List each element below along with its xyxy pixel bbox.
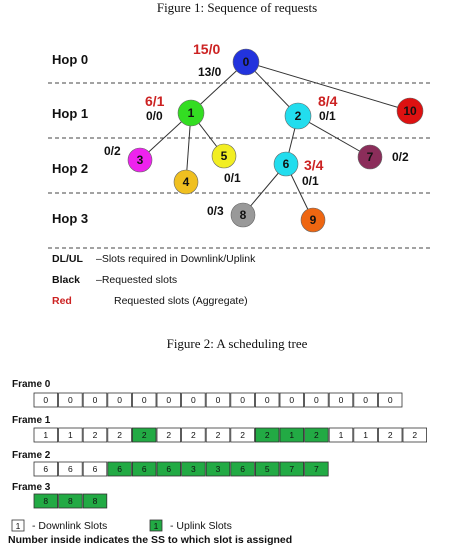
slot-number: 2 xyxy=(191,430,196,440)
slot-number: 2 xyxy=(215,430,221,440)
slot-number: 1 xyxy=(43,430,49,440)
hop-label: Hop 1 xyxy=(52,106,89,121)
slot-number: 6 xyxy=(117,464,122,474)
slot-number: 6 xyxy=(240,464,245,474)
frame-label: Frame 1 xyxy=(12,415,51,426)
slot-number: 6 xyxy=(68,464,73,474)
node-7-label: 7 xyxy=(366,150,374,164)
slot-number: 2 xyxy=(264,430,270,440)
downlink-slot-legend: - Downlink Slots xyxy=(32,520,108,532)
figure1-caption: Figure 1: Sequence of requests xyxy=(156,0,318,15)
slot-number: 3 xyxy=(191,464,196,474)
node-1-label: 1 xyxy=(187,106,195,120)
slot-number: 0 xyxy=(363,395,368,405)
requested-slots-node-8: 0/3 xyxy=(207,204,224,218)
aggregate-slots-node-0: 15/0 xyxy=(193,41,221,57)
slot-number: 8 xyxy=(68,496,73,506)
legend-desc: –Slots required in Downlink/Uplink xyxy=(96,253,256,265)
slot-number: 8 xyxy=(92,496,98,506)
uplink-slot-sample-number: 1 xyxy=(153,521,159,531)
requested-slots-node-6: 0/1 xyxy=(302,174,319,188)
slot-number: 0 xyxy=(43,395,49,405)
legend-desc: Requested slots (Aggregate) xyxy=(114,295,248,307)
slot-number: 0 xyxy=(141,395,147,405)
requested-slots-node-7: 0/2 xyxy=(392,150,409,164)
slot-number: 2 xyxy=(92,430,98,440)
slot-number: 7 xyxy=(289,464,295,474)
legend-key: Red xyxy=(52,295,72,307)
aggregate-slots-node-6: 3/4 xyxy=(304,157,324,173)
slot-number: 6 xyxy=(166,464,172,474)
slot-number: 1 xyxy=(363,430,368,440)
hop-label: Hop 2 xyxy=(52,161,89,176)
slot-number: 0 xyxy=(338,395,344,405)
slot-number: 8 xyxy=(43,496,49,506)
requested-slots-node-0: 13/0 xyxy=(198,65,222,79)
legend-key: Black xyxy=(52,274,81,286)
slot-number: 3 xyxy=(215,464,221,474)
slot-number: 0 xyxy=(264,395,270,405)
frame-label: Frame 0 xyxy=(12,379,51,390)
node-0-label: 0 xyxy=(242,55,250,69)
node-8-label: 8 xyxy=(239,208,247,222)
slot-number: 0 xyxy=(92,395,98,405)
figure2-caption: Figure 2: A scheduling tree xyxy=(166,336,308,351)
aggregate-slots-node-2: 8/4 xyxy=(318,93,338,109)
node-6-label: 6 xyxy=(282,157,290,171)
slot-number: 2 xyxy=(117,430,122,440)
uplink-slot-legend: - Uplink Slots xyxy=(170,520,232,532)
slot-number: 2 xyxy=(387,430,393,440)
slot-number: 5 xyxy=(264,464,270,474)
slot-number: 2 xyxy=(166,430,172,440)
slot-number: 0 xyxy=(117,395,122,405)
slot-number: 0 xyxy=(240,395,245,405)
slot-number: 1 xyxy=(289,430,295,440)
aggregate-slots-node-1: 6/1 xyxy=(145,93,165,109)
downlink-slot-sample-number: 1 xyxy=(15,521,21,531)
slot-number: 1 xyxy=(68,430,73,440)
slot-number: 6 xyxy=(141,464,147,474)
legend-key: DL/UL xyxy=(52,253,83,265)
requested-slots-node-5: 0/1 xyxy=(224,171,241,185)
slot-number: 2 xyxy=(314,430,319,440)
slot-number: 0 xyxy=(387,395,393,405)
slot-number: 2 xyxy=(141,430,147,440)
frame-label: Frame 2 xyxy=(12,450,51,461)
frame-label: Frame 3 xyxy=(12,482,51,493)
node-5-label: 5 xyxy=(220,149,228,163)
slot-number: 6 xyxy=(43,464,49,474)
hop-label: Hop 3 xyxy=(52,211,89,226)
slot-number: 0 xyxy=(68,395,73,405)
requested-slots-node-2: 0/1 xyxy=(319,109,336,123)
slot-number: 2 xyxy=(240,430,245,440)
slot-number: 0 xyxy=(215,395,221,405)
node-4-label: 4 xyxy=(182,175,190,189)
slot-number: 7 xyxy=(314,464,319,474)
requested-slots-node-1: 0/0 xyxy=(146,109,163,123)
slot-number: 0 xyxy=(191,395,196,405)
slot-number: 2 xyxy=(412,430,418,440)
slot-number: 0 xyxy=(289,395,295,405)
node-10-label: 10 xyxy=(403,104,417,118)
requested-slots-node-3: 0/2 xyxy=(104,144,121,158)
node-9-label: 9 xyxy=(309,213,317,227)
node-3-label: 3 xyxy=(136,153,144,167)
slot-number: 0 xyxy=(166,395,172,405)
slot-assignment-note: Number inside indicates the SS to which slot is assigned xyxy=(8,534,293,546)
node-2-label: 2 xyxy=(294,109,302,123)
slot-number: 6 xyxy=(92,464,98,474)
legend-desc: –Requested slots xyxy=(96,274,178,286)
slot-number: 1 xyxy=(338,430,344,440)
hop-label: Hop 0 xyxy=(52,52,89,67)
slot-number: 0 xyxy=(314,395,319,405)
